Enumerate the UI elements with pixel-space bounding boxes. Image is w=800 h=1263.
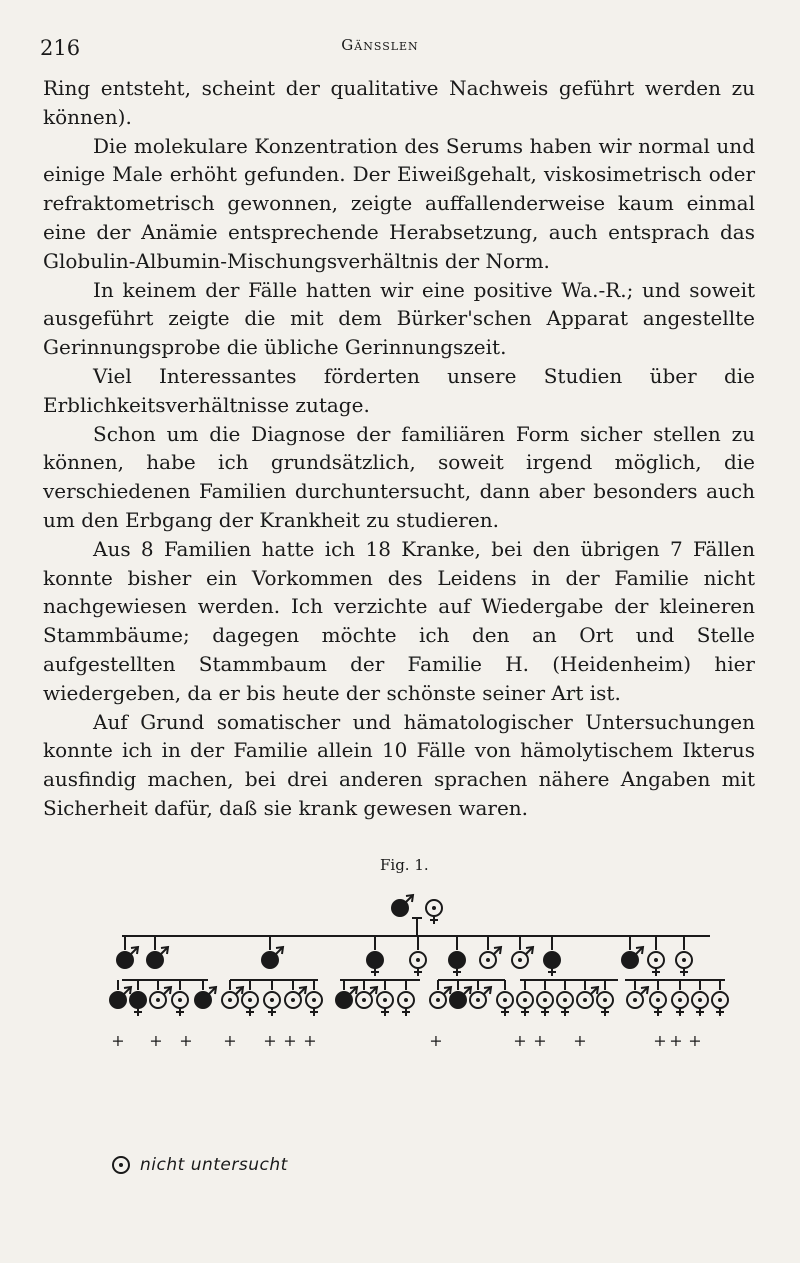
deceased-mark: + [669,1031,683,1050]
paragraph: Ring entsteht, scheint der qualitative Nachweis geführt werden zu können). [43,76,755,129]
male-arrow-icon [123,988,130,995]
paragraph: Schon um die Diagnose der familiären Form sicher stellen zu können, habe ich grundsätzlich, soweit irgend möglich, die verschiedenen Familien durchuntersucht, dann aber besonders auch um den Erbgang der Krankheit zu studieren. [43,421,755,532]
male-arrow-icon [369,988,376,995]
affected-female-icon [367,952,383,968]
male-arrow-icon [483,988,490,995]
not-examined-symbol-icon [112,1156,130,1174]
male-arrow-icon [590,988,597,995]
not-examined-dot-icon [436,998,440,1002]
not-examined-dot-icon [503,998,507,1002]
male-arrow-icon [463,988,470,995]
male-arrow-icon [493,948,500,955]
male-arrow-icon [640,988,647,995]
male-arrow-icon [275,948,282,955]
not-examined-dot-icon [486,958,490,962]
not-examined-dot-icon [543,998,547,1002]
male-arrow-icon [405,896,412,903]
not-examined-dot-icon [248,998,252,1002]
affected-female-icon [130,992,146,1008]
not-examined-dot-icon [476,998,480,1002]
not-examined-dot-icon [178,998,182,1002]
paragraph: Aus 8 Familien hatte ich 18 Kranke, bei den übrigen 7 Fällen konnte bisher ein Vorkommen des Leidens in der Familie nicht nachgewiesen werden. Ich verzichte auf Wiedergabe der kleineren Stammbäume; dagegen möchte ich den an Ort und Stelle aufgestellten Stammbaum der Familie H. (Heidenheim) hier wiedergeben, da er bis heute der schönste seiner Art ist. [43,536,755,705]
not-examined-dot-icon [291,998,295,1002]
affected-female-icon [544,952,560,968]
figure-legend [112,1150,288,1180]
page-header [40,36,760,66]
deceased-mark: + [533,1031,547,1050]
not-examined-dot-icon [698,998,702,1002]
male-arrow-icon [635,948,642,955]
affected-female-icon [449,952,465,968]
male-arrow-icon [130,948,137,955]
deceased-mark: + [179,1031,193,1050]
deceased-mark: + [573,1031,587,1050]
deceased-mark: + [149,1031,163,1050]
deceased-mark: + [111,1031,125,1050]
male-arrow-icon [525,948,532,955]
not-examined-dot-icon [563,998,567,1002]
deceased-mark: + [303,1031,317,1050]
page-number: 216 [40,36,81,60]
not-examined-dot-icon [432,906,436,910]
figure-caption: Fig. 1. [380,856,429,874]
not-examined-dot-icon [583,998,587,1002]
deceased-mark: + [653,1031,667,1050]
male-arrow-icon [349,988,356,995]
male-arrow-icon [443,988,450,995]
deceased-mark: + [688,1031,702,1050]
not-examined-dot-icon [383,998,387,1002]
body-text [43,74,755,823]
not-examined-dot-icon [678,998,682,1002]
deceased-mark: + [513,1031,527,1050]
not-examined-dot-icon [633,998,637,1002]
not-examined-dot-icon [404,998,408,1002]
not-examined-dot-icon [518,958,522,962]
deceased-mark: + [223,1031,237,1050]
not-examined-dot-icon [270,998,274,1002]
male-arrow-icon [163,988,170,995]
running-head: Gänsslen [341,36,419,54]
deceased-mark: + [283,1031,297,1050]
paragraph: Auf Grund somatischer und hämatologischer Untersuchungen konnte ich in der Familie allein 10 Fälle von hämolytischem Ikterus ausfindig machen, bei drei anderen sprachen nähere Angaben mit Sicherheit dafür, daß sie krank gewesen waren. [43,709,755,820]
not-examined-dot-icon [156,998,160,1002]
not-examined-dot-icon [416,958,420,962]
male-arrow-icon [298,988,305,995]
male-arrow-icon [208,988,215,995]
not-examined-dot-icon [603,998,607,1002]
not-examined-dot-icon [228,998,232,1002]
not-examined-dot-icon [523,998,527,1002]
pedigree-chart [100,888,750,1058]
male-arrow-icon [160,948,167,955]
male-arrow-icon [235,988,242,995]
paragraph: Viel Interessantes förderten unsere Studien über die Erblichkeitsverhältnisse zutage. [43,363,755,417]
not-examined-dot-icon [654,958,658,962]
paragraph: In keinem der Fälle hatten wir eine positive Wa.-R.; und soweit ausgeführt zeigte die mit dem Bürker'schen Apparat angestellte Gerinnungsprobe die übliche Gerinnungszeit. [43,277,755,360]
legend-label: nicht untersucht [140,1155,288,1175]
not-examined-dot-icon [682,958,686,962]
not-examined-dot-icon [362,998,366,1002]
deceased-mark: + [263,1031,277,1050]
not-examined-dot-icon [312,998,316,1002]
deceased-mark: + [429,1031,443,1050]
paragraph: Die molekulare Konzentration des Serums haben wir normal und einige Male erhöht gefunden. Der Eiweißgehalt, viskosimetrisch oder refraktometrisch gewonnen, zeigte auffallenderweise kaum einmal eine der Anämie entsprechende Herabsetzung, auch entsprach das Globulin-Albumin-Mischungsverhältnis der Norm. [43,133,755,273]
not-examined-dot-icon [718,998,722,1002]
not-examined-dot-icon [656,998,660,1002]
